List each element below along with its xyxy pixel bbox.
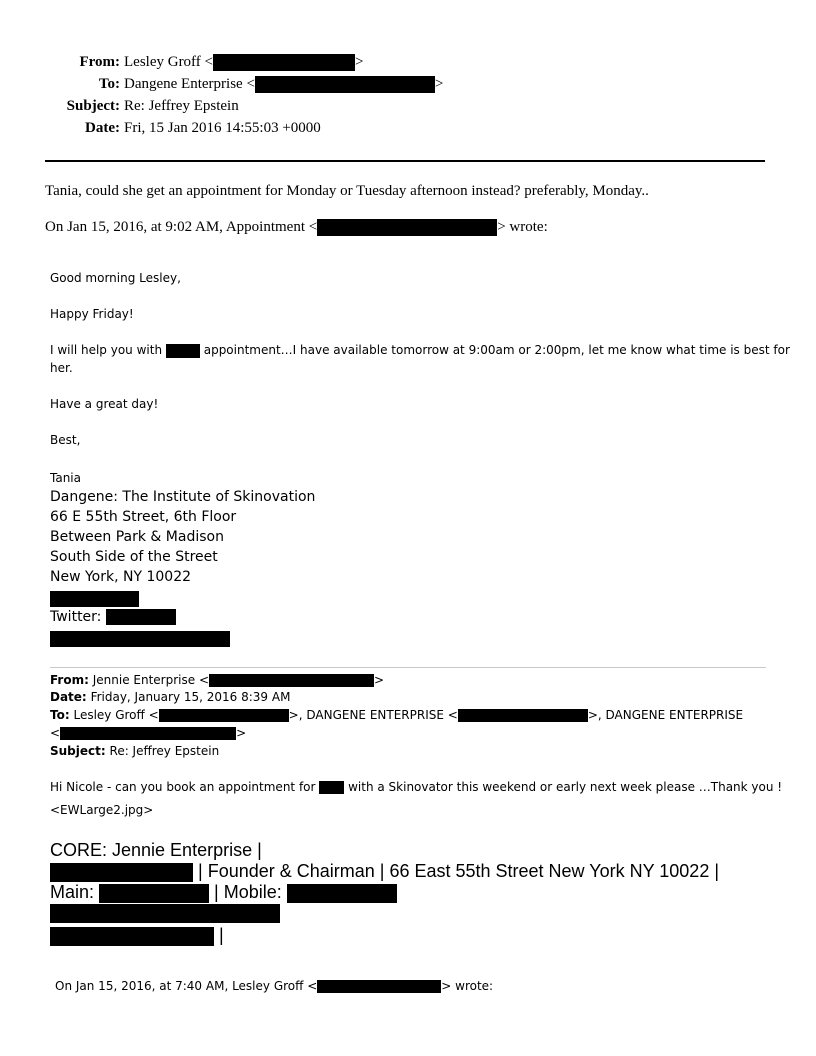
close-bracket: > [374,673,385,687]
great-day: Have a great day! [50,397,159,411]
to-label: To: [50,708,70,722]
redaction [159,709,289,722]
body-prefix: Hi Nicole - can you book an appointment for [50,780,316,794]
redaction [255,76,435,93]
redaction [60,727,236,740]
sig-name: Tania [50,471,81,485]
close-bracket: > [434,76,444,92]
body-suffix: with a Skinovator this weekend or early next week please …Thank you ! [348,780,783,794]
sig-address-1: 66 E 55th Street, 6th Floor [50,509,237,525]
from-value: Jennie Enterprise < [92,673,209,687]
subject-label: Subject: [66,98,120,114]
redaction [287,884,397,903]
redaction [106,609,176,625]
close-bracket: > [236,726,247,740]
quote-line-1 [45,219,548,236]
to-value [124,76,443,93]
quote-suffix: > wrote: [441,979,494,993]
date-label: Date: [50,690,87,704]
from-value [124,54,363,71]
close-bracket: > [355,54,364,70]
sig-org: Dangene: The Institute of Skinovation [50,489,316,505]
jennie-body [50,780,782,794]
redaction [317,219,497,236]
jennie-to-line [50,708,743,722]
redaction [99,884,209,903]
to-name: Dangene Enterprise < [124,76,255,92]
to-value-a: Lesley Groff < [73,708,159,722]
happy-friday: Happy Friday! [50,307,134,321]
sig-address-4: New York, NY 10022 [50,569,192,585]
redaction [317,980,441,993]
sig-line-3 [50,882,397,903]
jennie-date-line [50,690,290,704]
quote-line-2 [55,979,493,993]
quote-divider [50,667,766,668]
redaction [319,781,344,794]
date-value: Fri, 15 Jan 2016 14:55:03 +0000 [124,120,321,136]
help-suffix: appointment…I have available tomorrow at 9:00am or 2:00pm, let me know what time is best for [203,343,790,357]
help-cont: her. [50,361,73,375]
jennie-subject-line [50,744,219,758]
help-prefix: I will help you with [50,343,163,357]
from-name: Lesley Groff < [124,54,213,70]
jennie-to-cont [50,726,246,740]
redaction [50,927,214,946]
reply-text: Tania, could she get an appointment for Monday or Tuesday afternoon instead? preferably, Monday.. [45,183,649,199]
sig-title: | Founder & Chairman | 66 East 55th Street New York NY 10022 | [198,861,720,881]
help-line [50,343,790,358]
from-label: From: [50,673,89,687]
sig-address-3: South Side of the Street [50,549,218,565]
date-label: Date: [85,120,120,136]
redaction-email [50,904,280,923]
attachment-name: <EWLarge2.jpg> [50,803,154,817]
quote-prefix: On Jan 15, 2016, at 9:02 AM, Appointment < [45,219,318,235]
redaction [50,863,193,882]
to-value-c: >, DANGENE ENTERPRISE [587,708,744,722]
quote-prefix: On Jan 15, 2016, at 7:40 AM, Lesley Groff < [55,979,318,993]
to-label: To: [98,76,120,92]
to-cont: < [50,726,61,740]
redaction [213,54,355,71]
subject-label: Subject: [50,744,106,758]
subject-value: Re: Jeffrey Epstein [124,98,239,114]
to-value-b: >, DANGENE ENTERPRISE < [288,708,458,722]
mobile-label: | Mobile: [214,882,282,902]
redaction [166,344,200,358]
header-divider [45,160,765,162]
sig-line-5 [50,925,224,946]
twitter-label: Twitter: [50,609,102,625]
sig-pipe: | [219,925,224,945]
greeting: Good morning Lesley, [50,271,181,285]
redaction-phone [50,591,139,607]
main-label: Main: [50,882,95,902]
redaction-url [50,631,230,647]
twitter-line [50,609,176,625]
redaction [209,674,374,687]
sig-line-2 [50,861,719,882]
sig-address-2: Between Park & Madison [50,529,224,545]
subject-value: Re: Jeffrey Epstein [109,744,220,758]
best: Best, [50,433,81,447]
quote-suffix: > wrote: [497,219,548,235]
redaction [458,709,588,722]
sig-line-1: CORE: Jennie Enterprise | [50,840,262,860]
date-value: Friday, January 15, 2016 8:39 AM [90,690,291,704]
jennie-from-line [50,673,384,687]
from-label: From: [79,54,120,70]
